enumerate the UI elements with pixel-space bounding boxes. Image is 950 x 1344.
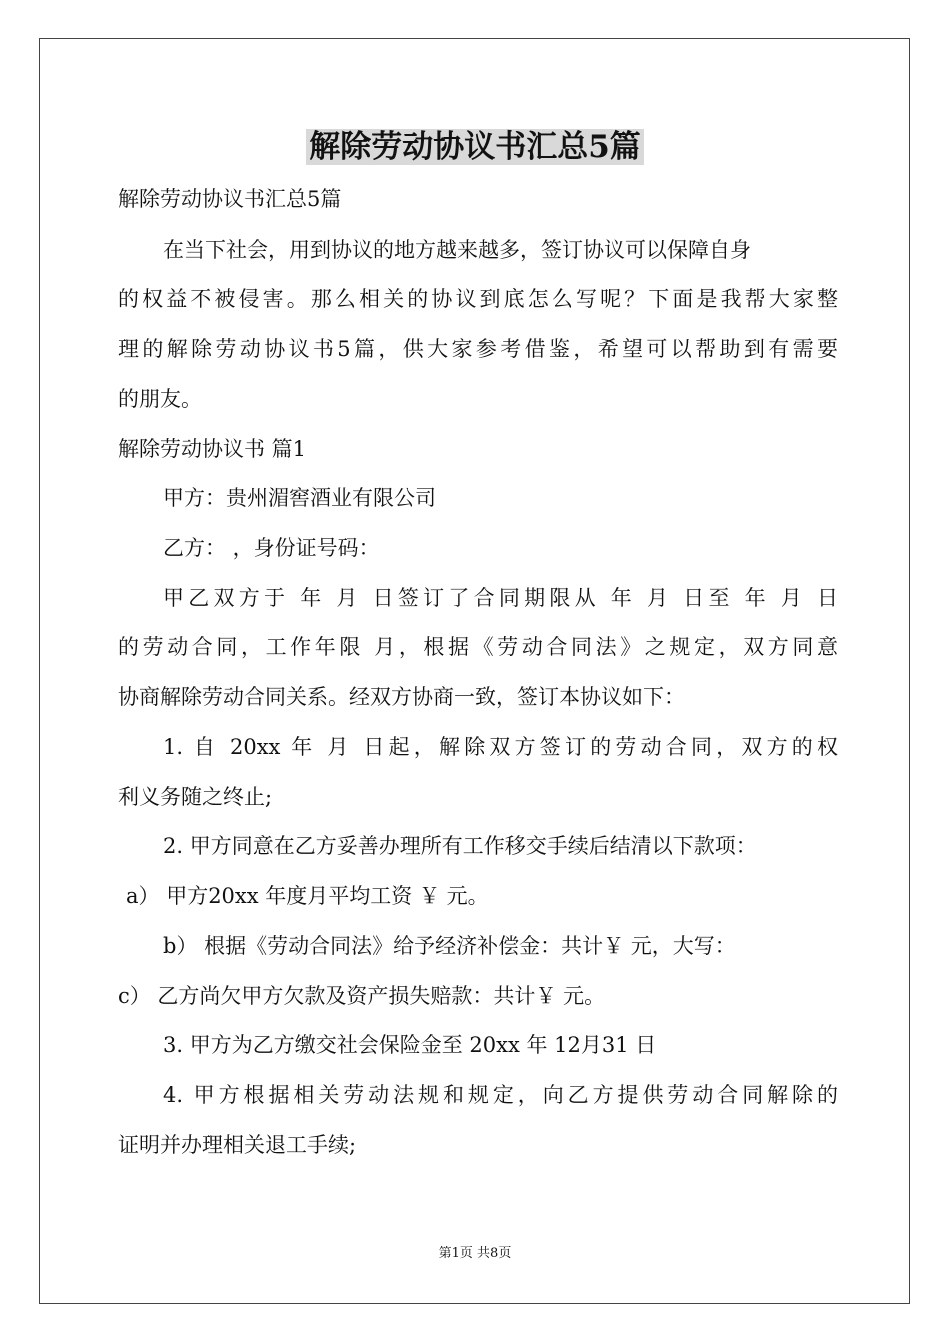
doc-subtitle-line: 解除劳动协议书汇总5篇 bbox=[118, 187, 342, 211]
intro-line-3: 理的解除劳动协议书5篇，供大家参考借鉴，希望可以帮助到有需要 bbox=[118, 337, 838, 361]
party-b-line: 乙方： ，身份证号码： bbox=[163, 536, 380, 560]
document-title bbox=[0, 124, 950, 170]
clause-4-line-2: 证明并办理相关退工手续; bbox=[118, 1133, 357, 1157]
clause-1-line-1: 1. 自 20xx 年 月 日起，解除双方签订的劳动合同，双方的权 bbox=[163, 735, 838, 759]
page-border bbox=[39, 38, 910, 1304]
intro-line-2: 的权益不被侵害。那么相关的协议到底怎么写呢？下面是我帮大家整 bbox=[118, 287, 838, 311]
contract-line-2: 的劳动合同，工作年限 月，根据《劳动合同法》之规定，双方同意 bbox=[118, 635, 838, 659]
intro-line-4: 的朋友。 bbox=[118, 387, 202, 411]
clause-1-line-2: 利义务随之终止; bbox=[118, 785, 273, 809]
page-number: 第1页 共8页 bbox=[438, 1246, 512, 1261]
clause-3-line: 3. 甲方为乙方缴交社会保险金至 20xx 年 12月31 日 bbox=[163, 1033, 657, 1057]
clause-2-line: 2. 甲方同意在乙方妥善办理所有工作移交手续后结清以下款项： bbox=[163, 834, 757, 858]
section-heading: 解除劳动协议书 篇1 bbox=[118, 437, 307, 461]
clause-4-line-1: 4. 甲方根据相关劳动法规和规定，向乙方提供劳动合同解除的 bbox=[163, 1083, 838, 1107]
intro-line-1: 在当下社会，用到协议的地方越来越多，签订协议可以保障自身 bbox=[163, 238, 751, 262]
party-a-line: 甲方：贵州湄窖酒业有限公司 bbox=[163, 486, 436, 510]
document-title-text: 解除劳动协议书汇总5篇 bbox=[306, 129, 644, 165]
clause-2a-line: a） 甲方20xx 年度月平均工资 ￥ 元。 bbox=[126, 884, 489, 908]
contract-line-3: 协商解除劳动合同关系。经双方协商一致，签订本协议如下： bbox=[118, 685, 685, 709]
clause-2b-line: b） 根据《劳动合同法》给予经济补偿金：共计￥ 元，大写： bbox=[163, 934, 736, 958]
clause-2c-line: c） 乙方尚欠甲方欠款及资产损失赔款：共计￥ 元。 bbox=[118, 984, 606, 1008]
contract-line-1: 甲乙双方于 年 月 日签订了合同期限从 年 月 日至 年 月 日 bbox=[163, 586, 838, 610]
